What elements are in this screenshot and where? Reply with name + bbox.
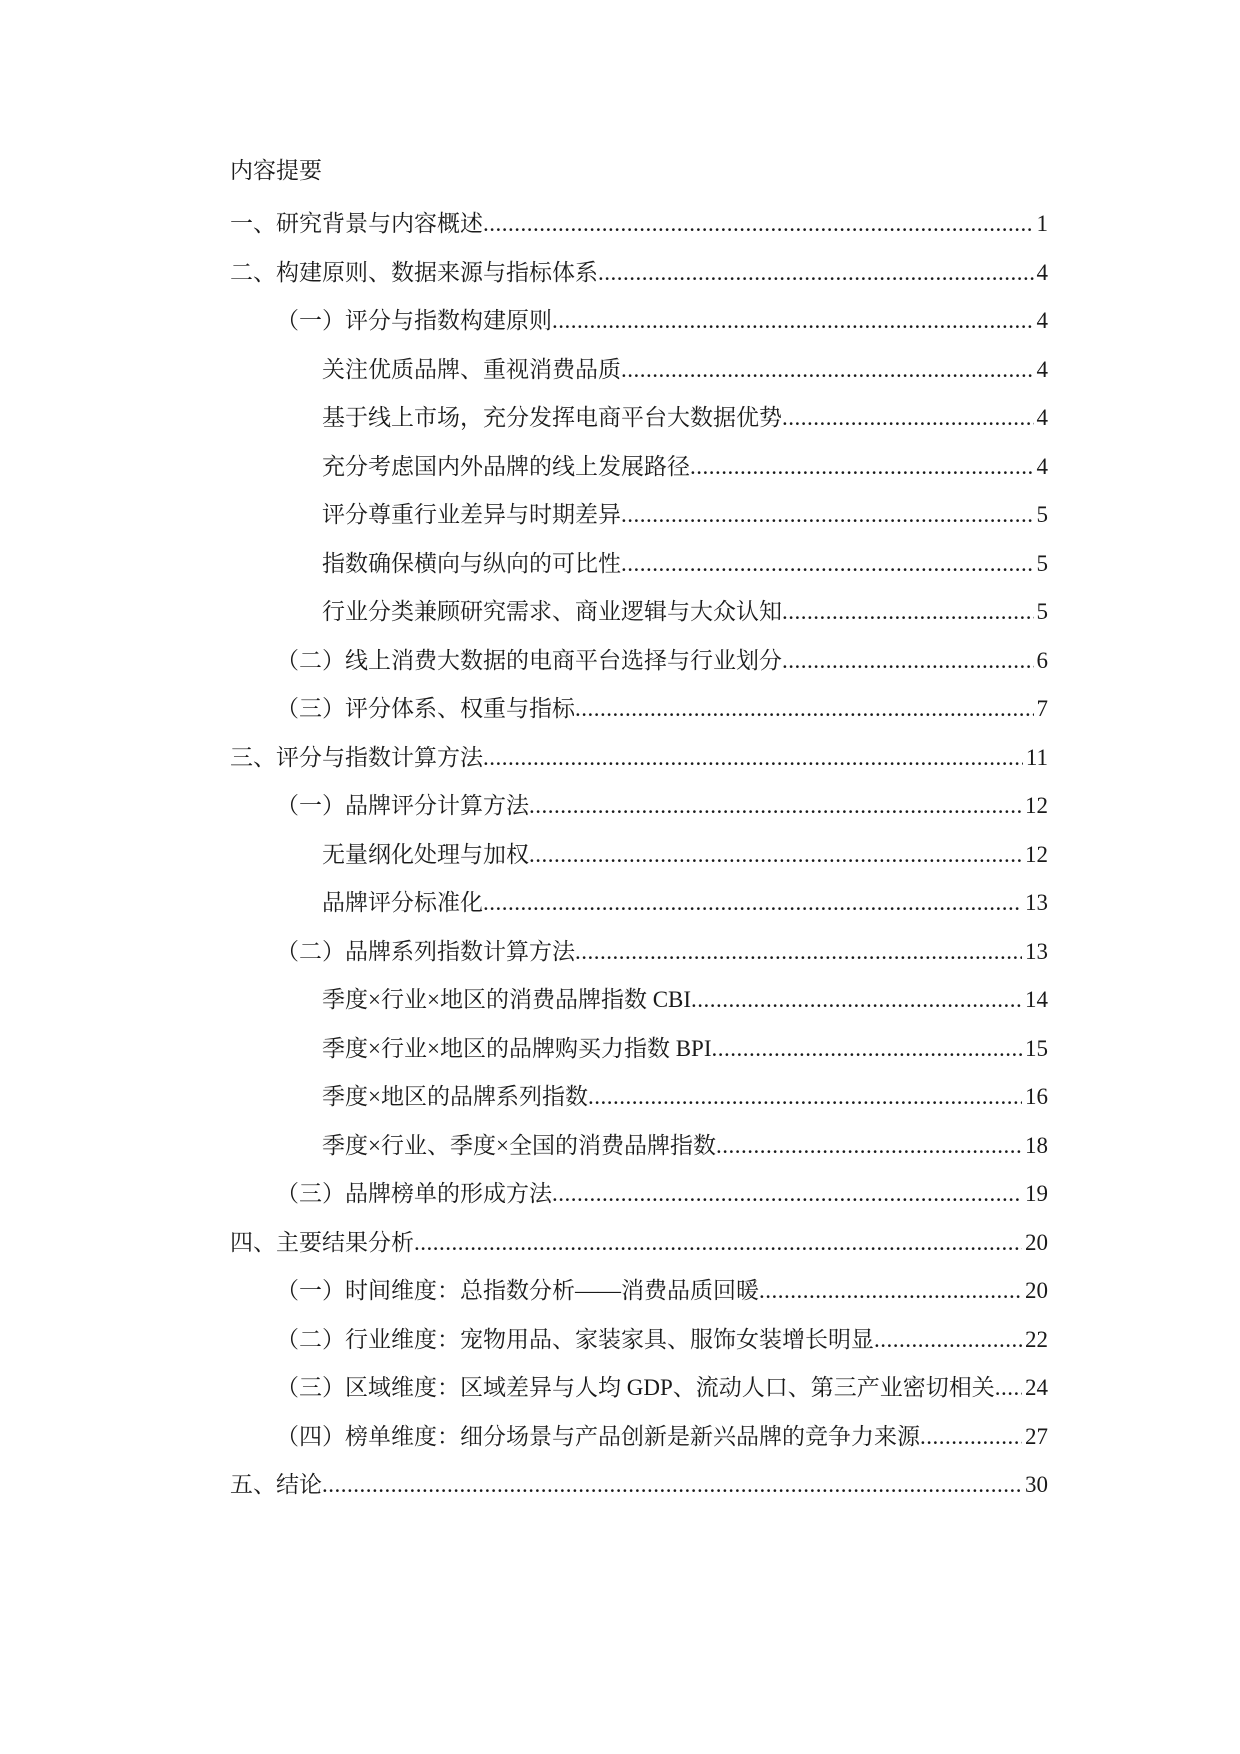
toc-entry-label: 五、结论 bbox=[230, 1472, 322, 1497]
toc-entry-page-number: 7 bbox=[1036, 696, 1048, 721]
toc-entry-page-number: 18 bbox=[1025, 1132, 1048, 1158]
toc-entry-page-number: 16 bbox=[1025, 1084, 1048, 1109]
toc-dot-leader bbox=[782, 588, 1034, 637]
toc-entry-label: 季度×行业×地区的品牌购买力指数 BPI bbox=[322, 1035, 712, 1061]
toc-entry-label: （二）品牌系列指数计算方法 bbox=[276, 938, 575, 964]
toc-dot-leader bbox=[621, 346, 1034, 395]
toc-dot-leader bbox=[690, 443, 1034, 492]
toc-entry-label: 四、主要结果分析 bbox=[230, 1229, 414, 1255]
toc-entry-page-number: 4 bbox=[1036, 308, 1048, 333]
toc-entry-page-number: 24 bbox=[1025, 1375, 1048, 1400]
toc-entry-page-number: 4 bbox=[1036, 259, 1048, 285]
toc-dot-leader bbox=[874, 1316, 1022, 1365]
toc-entry-label: （一）评分与指数构建原则 bbox=[276, 308, 552, 333]
toc-dot-leader bbox=[575, 928, 1022, 977]
toc-entry[interactable] bbox=[230, 1219, 1048, 1268]
toc-entry[interactable] bbox=[230, 394, 1048, 443]
toc-entry[interactable] bbox=[230, 1170, 1048, 1219]
toc-entry-page-number: 13 bbox=[1025, 890, 1048, 915]
toc-entry-page-number: 20 bbox=[1025, 1229, 1048, 1255]
toc-content bbox=[230, 147, 1048, 1510]
toc-entry[interactable] bbox=[230, 879, 1048, 928]
toc-dot-leader bbox=[529, 831, 1022, 880]
toc-entry-label: 季度×行业×地区的消费品牌指数 CBI bbox=[322, 987, 692, 1012]
toc-dot-leader bbox=[483, 200, 1034, 249]
toc-entry[interactable] bbox=[230, 1122, 1048, 1171]
toc-list bbox=[230, 200, 1048, 1510]
toc-dot-leader bbox=[575, 685, 1034, 734]
toc-entry[interactable] bbox=[230, 540, 1048, 589]
toc-dot-leader bbox=[483, 734, 1023, 783]
toc-entry[interactable] bbox=[230, 928, 1048, 977]
toc-entry[interactable] bbox=[230, 1025, 1048, 1074]
toc-entry[interactable] bbox=[230, 831, 1048, 880]
toc-entry-page-number: 22 bbox=[1025, 1326, 1048, 1352]
toc-entry-page-number: 12 bbox=[1025, 841, 1048, 867]
toc-entry[interactable] bbox=[230, 1267, 1048, 1316]
toc-entry-label: （四）榜单维度：细分场景与产品创新是新兴品牌的竞争力来源 bbox=[276, 1423, 920, 1449]
toc-entry-label: 指数确保横向与纵向的可比性 bbox=[322, 550, 621, 576]
toc-entry-page-number: 5 bbox=[1036, 550, 1048, 576]
toc-entry-page-number: 1 bbox=[1036, 211, 1048, 236]
toc-entry-label: 季度×行业、季度×全国的消费品牌指数 bbox=[322, 1132, 716, 1158]
toc-entry-page-number: 19 bbox=[1025, 1181, 1048, 1206]
toc-entry[interactable] bbox=[230, 1461, 1048, 1510]
toc-dot-leader bbox=[995, 1364, 1022, 1413]
toc-title: 内容提要 bbox=[230, 158, 322, 183]
toc-dot-leader bbox=[716, 1122, 1022, 1171]
toc-entry[interactable] bbox=[230, 782, 1048, 831]
toc-entry-label: 无量纲化处理与加权 bbox=[322, 841, 529, 867]
toc-dot-leader bbox=[414, 1219, 1022, 1268]
toc-entry-label: 二、构建原则、数据来源与指标体系 bbox=[230, 259, 598, 285]
toc-dot-leader bbox=[552, 1170, 1022, 1219]
toc-entry-label: （一）时间维度：总指数分析——消费品质回暖 bbox=[276, 1278, 759, 1303]
toc-entry-label: 评分尊重行业差异与时期差异 bbox=[322, 502, 621, 527]
toc-entry-page-number: 5 bbox=[1036, 502, 1048, 527]
toc-entry[interactable] bbox=[230, 1413, 1048, 1462]
toc-entry-page-number: 4 bbox=[1036, 356, 1048, 382]
toc-entry-page-number: 30 bbox=[1025, 1472, 1048, 1497]
toc-dot-leader bbox=[483, 879, 1022, 928]
toc-entry-label: 季度×地区的品牌系列指数 bbox=[322, 1084, 588, 1109]
toc-dot-leader bbox=[552, 297, 1034, 346]
toc-entry-label: （一）品牌评分计算方法 bbox=[276, 793, 529, 818]
toc-entry-page-number: 4 bbox=[1036, 405, 1048, 430]
toc-entry[interactable] bbox=[230, 1073, 1048, 1122]
toc-entry-label: （三）品牌榜单的形成方法 bbox=[276, 1181, 552, 1206]
toc-entry[interactable] bbox=[230, 297, 1048, 346]
toc-dot-leader bbox=[920, 1413, 1022, 1462]
toc-entry-page-number: 4 bbox=[1036, 453, 1048, 479]
toc-entry-label: （二）行业维度：宠物用品、家装家具、服饰女装增长明显 bbox=[276, 1326, 874, 1352]
toc-entry-page-number: 27 bbox=[1025, 1423, 1048, 1449]
toc-dot-leader bbox=[711, 1025, 1022, 1074]
toc-dot-leader bbox=[759, 1267, 1022, 1316]
toc-entry[interactable] bbox=[230, 1364, 1048, 1413]
toc-dot-leader bbox=[621, 491, 1034, 540]
toc-entry[interactable] bbox=[230, 976, 1048, 1025]
toc-entry-label: 一、研究背景与内容概述 bbox=[230, 211, 483, 236]
toc-entry-page-number: 11 bbox=[1025, 744, 1048, 770]
toc-entry-page-number: 14 bbox=[1025, 987, 1048, 1012]
toc-entry[interactable] bbox=[230, 1316, 1048, 1365]
toc-entry-label: （三）评分体系、权重与指标 bbox=[276, 696, 575, 721]
toc-entry-page-number: 20 bbox=[1025, 1278, 1048, 1303]
toc-entry-label: 行业分类兼顾研究需求、商业逻辑与大众认知 bbox=[322, 599, 782, 624]
toc-dot-leader bbox=[782, 637, 1034, 686]
toc-entry-label: 充分考虑国内外品牌的线上发展路径 bbox=[322, 453, 690, 479]
toc-entry[interactable] bbox=[230, 734, 1048, 783]
toc-dot-leader bbox=[782, 394, 1034, 443]
toc-entry-label: 基于线上市场，充分发挥电商平台大数据优势 bbox=[322, 405, 782, 430]
toc-entry-page-number: 13 bbox=[1025, 938, 1048, 964]
toc-entry[interactable] bbox=[230, 685, 1048, 734]
toc-dot-leader bbox=[621, 540, 1034, 589]
toc-entry[interactable] bbox=[230, 200, 1048, 249]
toc-entry[interactable] bbox=[230, 637, 1048, 686]
toc-entry-page-number: 5 bbox=[1036, 599, 1048, 624]
toc-entry-label: 品牌评分标准化 bbox=[322, 890, 483, 915]
toc-entry-page-number: 12 bbox=[1025, 793, 1048, 818]
toc-entry-label: （三）区域维度：区域差异与人均 GDP、流动人口、第三产业密切相关 bbox=[276, 1375, 995, 1400]
toc-dot-leader bbox=[529, 782, 1022, 831]
toc-entry[interactable] bbox=[230, 491, 1048, 540]
toc-entry[interactable] bbox=[230, 249, 1048, 298]
toc-entry[interactable] bbox=[230, 346, 1048, 395]
toc-entry-label: 关注优质品牌、重视消费品质 bbox=[322, 356, 621, 382]
toc-dot-leader bbox=[598, 249, 1034, 298]
toc-dot-leader bbox=[691, 976, 1022, 1025]
toc-entry-label: 三、评分与指数计算方法 bbox=[230, 744, 483, 770]
toc-dot-leader bbox=[322, 1461, 1022, 1510]
toc-entry-page-number: 6 bbox=[1036, 647, 1048, 673]
toc-entry[interactable] bbox=[230, 443, 1048, 492]
toc-entry[interactable] bbox=[230, 588, 1048, 637]
toc-dot-leader bbox=[588, 1073, 1022, 1122]
toc-entry-label: （二）线上消费大数据的电商平台选择与行业划分 bbox=[276, 647, 782, 673]
toc-entry-page-number: 15 bbox=[1025, 1035, 1048, 1061]
